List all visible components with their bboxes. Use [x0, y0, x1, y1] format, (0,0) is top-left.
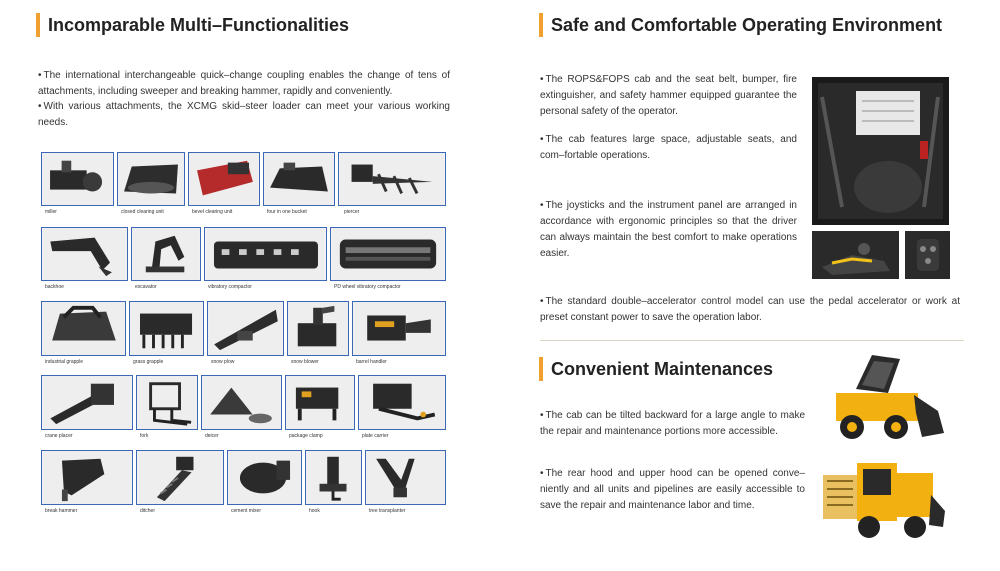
- instrument-panel-photo: [905, 231, 950, 279]
- title-accent-bar: [36, 13, 40, 37]
- attachment-caption: snow blower: [291, 359, 319, 365]
- right-title-2-text: Convenient Maintenances: [551, 358, 774, 379]
- attachment-caption: grass grapple: [133, 359, 164, 365]
- attachment-caption: vibratory compactor: [208, 284, 252, 290]
- attachment-caption: deicer: [205, 433, 219, 439]
- attachment-image-excavator: [131, 227, 201, 281]
- attachment-caption: four in one bucket: [267, 209, 307, 215]
- attachment-caption: plate carrier: [362, 433, 389, 439]
- bullet: •: [540, 200, 544, 211]
- attachment-caption: bevel clearing unit: [192, 209, 233, 215]
- attachment-image-miller: [41, 152, 114, 206]
- attachment-image-backhoe: [41, 227, 128, 281]
- attachment-image-plate-carrier: [358, 375, 446, 430]
- left-paragraph-1: • The international interchangeable quick–change coupling enables the change of tens of attachments, including sweeper and breaking hammer, rapidly and conveniently.: [38, 70, 450, 97]
- bullet: •: [540, 410, 544, 421]
- attachment-image-snow-blower: [287, 301, 349, 356]
- attachment-image-hook: [305, 450, 362, 505]
- attachment-image-vibratory-compactor: [204, 227, 327, 281]
- attachment-image-cement-mixer: [227, 450, 302, 505]
- attachment-caption: barrel handler: [356, 359, 387, 365]
- attachment-caption: ditcher: [140, 508, 156, 514]
- left-title-text: Incomparable Multi–Functionalities: [48, 14, 350, 35]
- bullet: •: [540, 468, 544, 479]
- cab-interior-photo: [812, 77, 949, 225]
- title-accent-bar: [539, 357, 543, 381]
- attachment-image-ditcher: [136, 450, 224, 505]
- attachment-image-closed-clearing-unit: [117, 152, 185, 206]
- attachment-image-fork: [136, 375, 198, 430]
- right-paragraph-6: • The rear hood and upper hood can be opened conve–niently and all units and pipelines are easily accessible to save the repair and maintenance labor and time.: [540, 468, 805, 511]
- right-title-1-text: Safe and Comfortable Operating Environment: [551, 14, 943, 35]
- attachment-image-package-clamp: [285, 375, 355, 430]
- attachment-caption: backhoe: [45, 284, 64, 290]
- bullet: •: [540, 134, 544, 145]
- attachment-image-bevel-clearing-unit: [188, 152, 260, 206]
- attachment-image-four-in-one-bucket: [263, 152, 335, 206]
- attachment-image-break-hammer: [41, 450, 133, 505]
- right-section-title-2: [539, 357, 773, 381]
- open-hood-loader-photo: [817, 455, 950, 541]
- bullet: •: [540, 296, 544, 307]
- left-section-title: [36, 13, 349, 37]
- left-paragraph-2: • With various attachments, the XCMG skid–steer loader can meet your various working needs.: [38, 101, 450, 128]
- right-paragraph-1: • The ROPS&FOPS cab and the seat belt, bumper, fire extinguisher, and safety hammer equipped guarantee the personal safety of the operator.: [540, 74, 797, 117]
- attachment-caption: industrial grapple: [45, 359, 84, 365]
- attachment-caption: package clamp: [289, 433, 323, 439]
- tilted-cab-loader-photo: [826, 349, 948, 445]
- attachment-image-pd-wheel-vibratory-compactor: [330, 227, 446, 281]
- attachment-image-deicer: [201, 375, 282, 430]
- attachment-caption: snow plow: [211, 359, 235, 365]
- right-section-title-1: [539, 13, 942, 37]
- bullet: •: [38, 101, 42, 112]
- attachment-image-piercer: [338, 152, 446, 206]
- attachment-image-crane-placer: [41, 375, 133, 430]
- attachment-caption: hook: [309, 508, 320, 514]
- title-accent-bar: [539, 13, 543, 37]
- attachment-image-grass-grapple: [129, 301, 204, 356]
- attachment-caption: fork: [140, 433, 149, 439]
- right-paragraph-5: • The cab can be tilted backward for a large angle to make the repair and maintenance portions more accessible.: [540, 410, 805, 437]
- bullet: •: [38, 70, 42, 81]
- attachment-image-tree-transplanter: [365, 450, 446, 505]
- attachment-image-snow-plow: [207, 301, 284, 356]
- right-paragraph-4: • The standard double–accelerator control model can use the pedal accelerator or work at preset constant power to save the operation labor.: [540, 296, 960, 323]
- right-paragraph-3: • The joysticks and the instrument panel are arranged in accordance with ergonomic principles so that the driver can always maintain the best comfort to make operations easier.: [540, 200, 797, 259]
- attachment-caption: PD wheel vibratory compactor: [334, 284, 401, 290]
- section-divider: [540, 340, 964, 341]
- bullet: •: [540, 74, 544, 85]
- attachment-caption: closed clearing unit: [121, 209, 164, 215]
- attachment-caption: piercer: [344, 209, 360, 215]
- attachment-caption: excavator: [135, 284, 157, 290]
- attachment-caption: break hammer: [45, 508, 78, 514]
- attachment-caption: crane placer: [45, 433, 73, 439]
- joystick-photo: [812, 231, 899, 279]
- attachment-caption: miller: [45, 209, 57, 215]
- attachment-caption: cement mixer: [231, 508, 262, 514]
- attachment-image-industrial-grapple: [41, 301, 126, 356]
- right-paragraph-2: • The cab features large space, adjustable seats, and com–fortable operations.: [540, 134, 797, 161]
- attachment-caption: tree transplanter: [369, 508, 406, 514]
- attachment-image-barrel-handler: [352, 301, 446, 356]
